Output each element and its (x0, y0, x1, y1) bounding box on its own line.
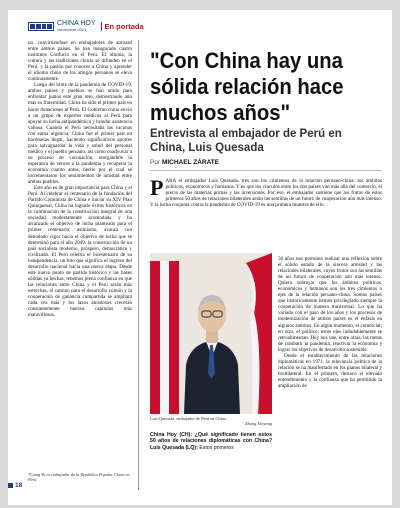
article-byline (150, 159, 219, 166)
qa-answer-label: Luis Quesada (LQ): (150, 444, 198, 451)
lead-text: ARA el embajador Luis Quesada, tres son los cimientos de la relación peruano-china: los ámbitos políticos, económicos y humanos. Y es que los vínculos entre los dos países van más allá del comercio, el precio de las materias primas y las inversiones. Por eso, el embajador sostiene que los frutos de estos primeros 50 años de relaciones bilaterales serán las semillas de un futuro de cooperación aún más intenso. Y la lucha conjunta contra la pandemia de COVID-19 es una primera muestra de ello. (150, 178, 382, 209)
right-paragraph-1: 50 años nos permiten realizar una reflexión sobre el sólido estado de la sincera amistad y las relaciones bilaterales, cuyos frutos son las semillas de un futuro de cooperación aún más intenso. Quiero subrayar que los ámbitos políticos, económicos y humanos son los tres cimientos o ejes de la relación peruano-china. Somos países que históricamente hemos privilegiado siempre la cooperación de manera transversal. Lo que ha variado con el paso de los años y los procesos de modernización de ambos países es el énfasis en algunos ámbitos. En algún momento, el comercial; en otro, el político; estos ejes indudablemente se retroalimentan. Hoy nos une, entre otras, las metas de combatir la pandemia, reactivar la economía y lograr los objetivos de desarrollo sostenible. (278, 256, 382, 353)
magazine-issue: Noviembre 2021 (57, 27, 87, 32)
photo-credit: Zhang Xinyang (245, 421, 272, 427)
left-column (28, 40, 132, 488)
byline-author: MICHAEL ZÁRATE (161, 159, 220, 166)
page-footer (8, 482, 22, 489)
flag-left-icon (150, 261, 160, 414)
byline-rule (150, 170, 382, 171)
caption-text: Luis Quesada, embajador de Perú en China. (150, 416, 228, 421)
right-column (278, 256, 382, 494)
right-paragraph-2: Desde el establecimiento de las relaciones diplomáticas en 1971, la relevancia política de la relación se ha manifestado en los planos bilateral y multilateral. En el primero, destaco el elevado entendimiento y la confianza que ha permitido la ampliación de (278, 352, 382, 389)
page-marker-icon (8, 483, 13, 488)
article-headline: "Con China hay una sólida relación hace muchos años" (150, 48, 344, 125)
drop-cap: P (150, 175, 164, 200)
qa-question-label: China Hoy (CH): (150, 432, 193, 438)
byline-prefix: Por (150, 159, 161, 166)
section-label: En portada (101, 22, 144, 31)
magazine-title (57, 20, 96, 32)
article-lead (150, 175, 382, 209)
left-paragraph-3: Este año es de gran importancia para China y el Perú. Al celebrar el centenario de la fundación del Partido Comunista de China e iniciar su XIV Plan Quinquenal, China ha logrado éxitos históricos en la culminación de la construcción integral de una sociedad modestamente acomodada y ha alcanzado el objetivo de lucha planteado para el primer centenario; asimismo, avanza con denodado vigor hacia el objetivo de lucha que se determinó para el año 2049: la construcción de un país socialista moderno, próspero, democrático y civilizado. El Perú celebra el bicentenario de su independencia, un hito que significa el ingreso del desarrollo nacional hacia una nueva etapa. Desde este nuevo punto de partida histórico y las bases sólidas ya hechas, tenemos plena confianza en que las relaciones entre China y el Perú serán más estrechas, el camino para el desarrollo común y la cooperación de ganancia compartida se ampliará cada vez más y los lazos amistosos crecerán constantemente nuevos capítulos más maravillosos. (28, 185, 132, 319)
ambassador-photo (150, 253, 272, 414)
magazine-logo-icon (28, 22, 54, 31)
article-subhead: Entrevista al embajador de Perú en China, Luis Quesada (150, 128, 342, 154)
magazine-page (8, 10, 392, 505)
interview-qa (150, 432, 272, 451)
author-note: *Liang Yu es embajador de la República Popular China en Perú. (28, 472, 130, 482)
column-divider (138, 40, 139, 490)
page-header (28, 19, 144, 33)
qa-answer: Estos primeros (199, 444, 234, 451)
portrait-illustration (150, 253, 272, 414)
qa-question: ¿Qué significado tienen estos 50 años de relaciones diplomáticas con China? (150, 432, 272, 445)
left-paragraph-1: no, convirtiéndose en embajadores de amistad entre ambos países. Se han inaugurado cuatro institutos Confucio en el Perú. El idioma, la cultura y las tradiciones chinas se difunden en el Perú, y la pasión por conocer a China y aprender el idioma chino de los amigos peruanos se eleva continuamente. (28, 40, 132, 83)
magazine-name: CHINA HOY (57, 20, 96, 27)
page-number: 18 (15, 482, 23, 489)
left-paragraph-2: Luego del brote de la pandemia de COVID-19, ambos países y pueblos se han unido para enfrentar juntos este gran reto, demostrando aún más su fraternidad. China ha sido el primer país en hacer donaciones al Perú. El Gobierno chino envió a un grupo de expertos médicos al Perú para apoyar su lucha antipandémica y brindar asistencia valiosa. Cuando el Perú necesitaba las vacunas con suma urgencia, China fue el primer país en hacérselas llegar, haciendo significativos aportes para salvaguardar la vida y salud del personal médico y el pueblo peruano, así como coadyuvar a su proceso de vacunación, otorgándole la esperanza de vencer a la pandemia y recuperar la economía cuanto antes, hecho por el cual se incrementaron los sentimientos de amistad entre ambos pueblos. (28, 82, 132, 186)
photo-caption (150, 416, 272, 426)
